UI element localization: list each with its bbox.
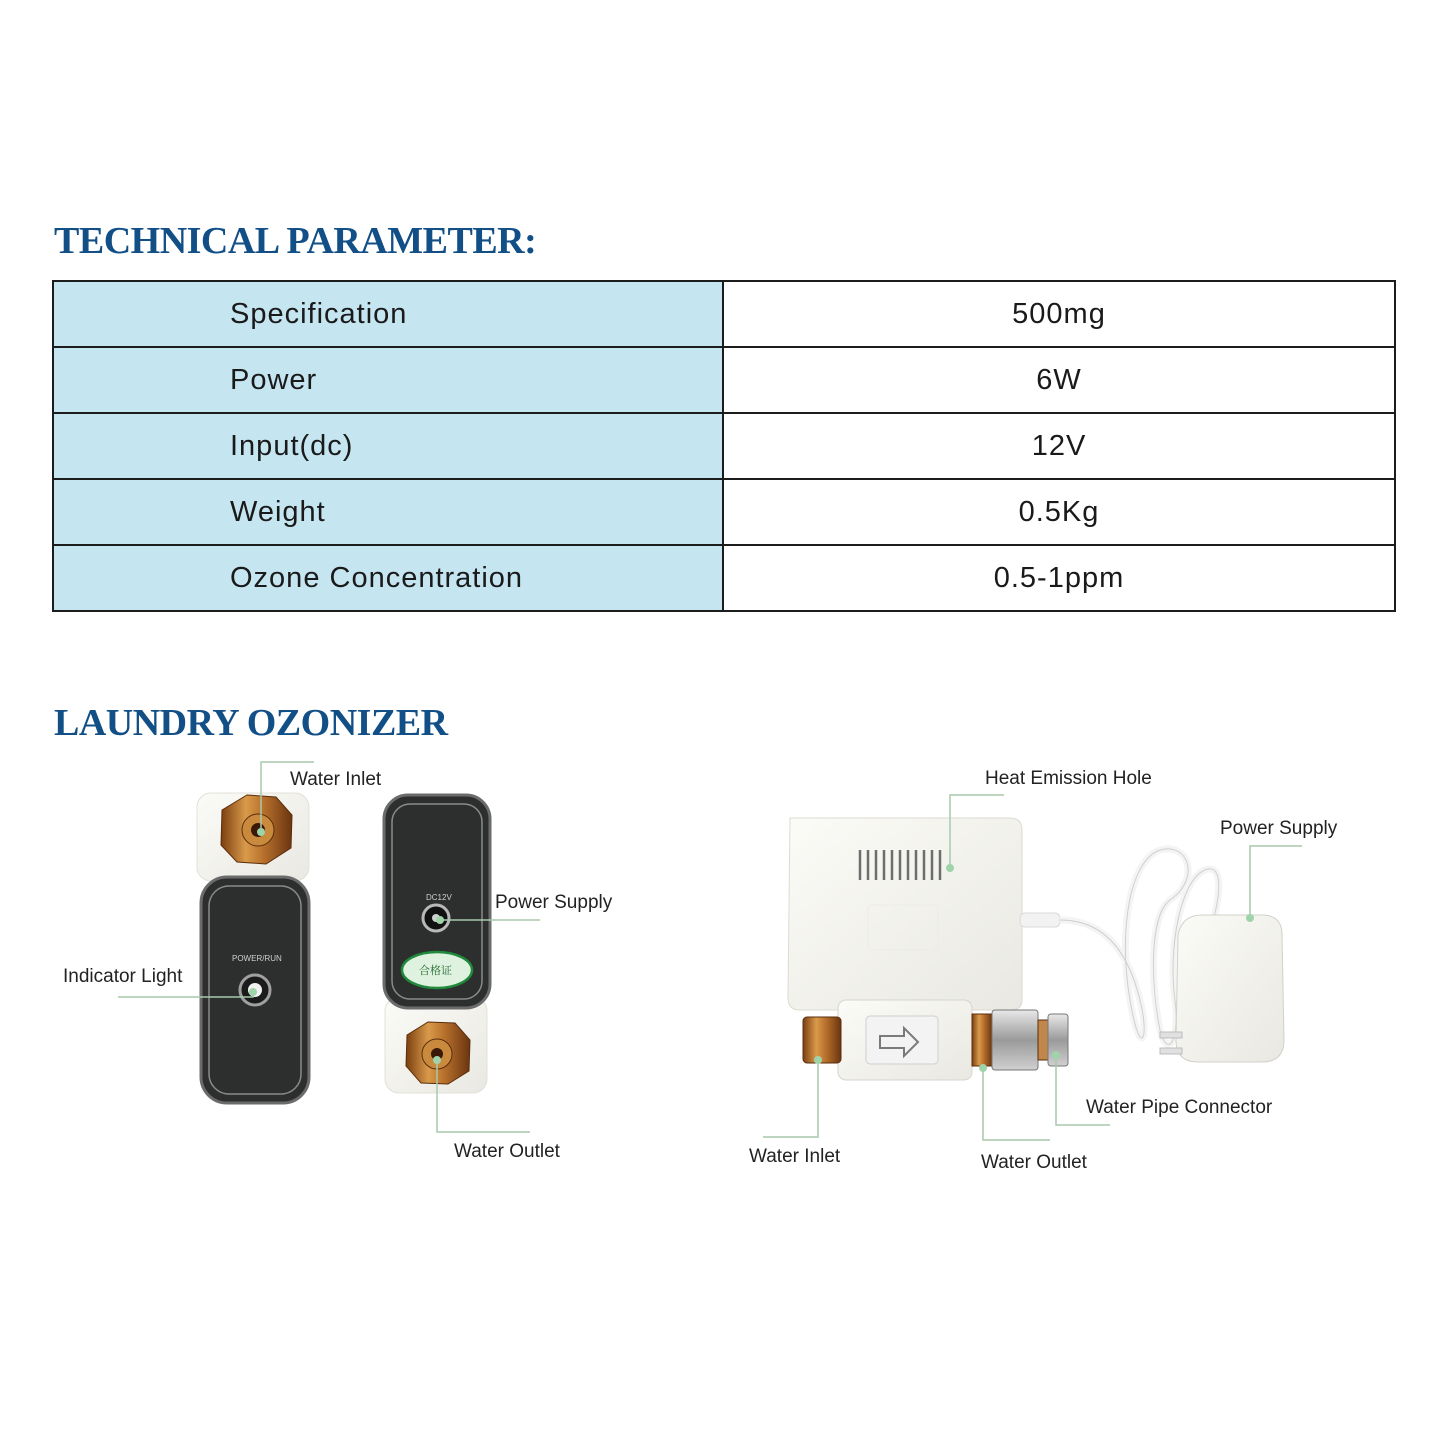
dc12v-text: DC12V bbox=[426, 893, 452, 902]
label-water-outlet-left: Water Outlet bbox=[454, 1141, 560, 1162]
label-water-inlet-left: Water Inlet bbox=[290, 769, 382, 790]
label-heat-emission-hole: Heat Emission Hole bbox=[985, 768, 1152, 789]
param-value: 0.5Kg bbox=[723, 479, 1395, 545]
label-power-supply-right: Power Supply bbox=[1220, 818, 1338, 839]
param-key: Power bbox=[53, 347, 723, 413]
param-key: Specification bbox=[53, 281, 723, 347]
param-value: 6W bbox=[723, 347, 1395, 413]
label-power-supply-left: Power Supply bbox=[495, 892, 613, 913]
param-value: 500mg bbox=[723, 281, 1395, 347]
side-device bbox=[788, 818, 1284, 1080]
label-water-outlet-right: Water Outlet bbox=[981, 1152, 1087, 1173]
label-indicator-light: Indicator Light bbox=[63, 966, 183, 987]
param-value: 12V bbox=[723, 413, 1395, 479]
water-inlet-fitting bbox=[221, 795, 292, 864]
param-key: Input(dc) bbox=[53, 413, 723, 479]
label-water-inlet-right: Water Inlet bbox=[749, 1146, 841, 1167]
param-value: 0.5-1ppm bbox=[723, 545, 1395, 611]
technical-parameter-title: TECHNICAL PARAMETER: bbox=[54, 220, 537, 262]
param-key: Ozone Concentration bbox=[53, 545, 723, 611]
power-run-text: POWER/RUN bbox=[232, 954, 282, 963]
front-device bbox=[197, 793, 309, 1103]
water-outlet-fitting bbox=[406, 1022, 470, 1084]
back-device bbox=[384, 795, 490, 1093]
param-key: Weight bbox=[53, 479, 723, 545]
certificate-text: 合格证 bbox=[419, 964, 452, 977]
power-adapter bbox=[1176, 915, 1284, 1062]
label-water-pipe-connector: Water Pipe Connector bbox=[1086, 1097, 1273, 1118]
laundry-ozonizer-title: LAUNDRY OZONIZER bbox=[54, 702, 448, 744]
